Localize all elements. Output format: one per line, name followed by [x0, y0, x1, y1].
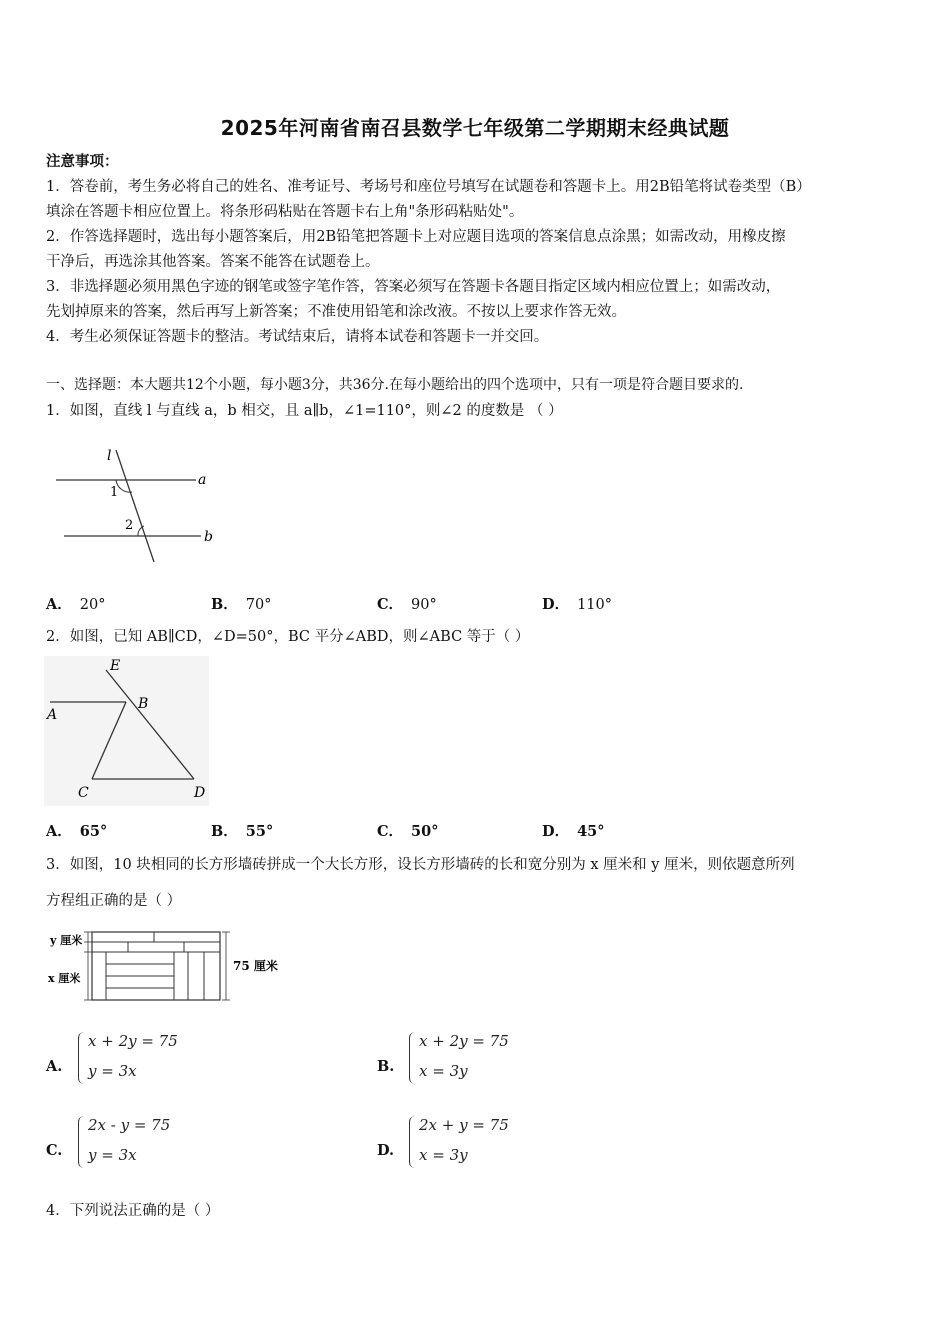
- q2-label-e: E: [110, 658, 121, 674]
- notice-line: 2．作答选择题时，选出每小题答案后，用2B铅笔把答题卡上对应题目选项的答案信息点涂黑；如需改动，用橡皮擦: [46, 229, 786, 245]
- page-title: 2025年河南省南召县数学七年级第二学期期末经典试题: [220, 116, 730, 140]
- q3-stem-line1: 3．如图，10 块相同的长方形墙砖拼成一个大长方形，设长方形墙砖的长和宽分别为 x 厘米和 y 厘米，则依题意所列: [46, 857, 795, 873]
- q3-label-y: y 厘米: [50, 934, 83, 947]
- brace-icon: [78, 1032, 87, 1084]
- q1-label-b: b: [204, 529, 213, 545]
- notice-line: 填涂在答题卡相应位置上。将条形码粘贴在答题卡右上角"条形码粘贴处"。: [46, 204, 524, 220]
- q3-option-b-system: [409, 1032, 529, 1086]
- q2-stem: 2．如图，已知 AB∥CD，∠D=50°，BC 平分∠ABD，则∠ABC 等于（ ）: [46, 629, 530, 645]
- q2-label-c: C: [78, 785, 89, 801]
- q1-stem: 1．如图，直线 l 与直线 a，b 相交，且 a∥b，∠1=110°，则∠2 的度数是 （ ）: [46, 403, 563, 419]
- q3-option-d-eq1: 2x + y = 75: [419, 1116, 509, 1134]
- section-heading: 一、选择题：本大题共12个小题，每小题3分，共36分.在每小题给出的四个选项中，只有一项是符合题目要求的.: [46, 377, 744, 393]
- q2-label-a: A: [47, 707, 58, 723]
- q3-option-d-system: [409, 1116, 529, 1170]
- q3-option-c-eq1: 2x - y = 75: [88, 1116, 171, 1134]
- brace-icon: [409, 1116, 418, 1168]
- q3-option-c-eq2: y = 3x: [88, 1146, 137, 1164]
- q1-option-c[interactable]: C． 90°: [377, 596, 437, 613]
- q2-option-b[interactable]: B． 55°: [211, 823, 274, 840]
- notice-line: 4．考生必须保证答题卡的整洁。考试结束后，请将本试卷和答题卡一并交回。: [46, 329, 549, 345]
- notice-heading: 注意事项：: [46, 153, 119, 170]
- q2-option-c[interactable]: C． 50°: [377, 823, 439, 840]
- q3-label-x: x 厘米: [48, 972, 81, 985]
- q2-option-a[interactable]: A． 65°: [46, 823, 108, 840]
- q3-option-c-system: [78, 1116, 198, 1170]
- notice-line: 1．答卷前，考生务必将自己的姓名、准考证号、考场号和座位号填写在试题卷和答题卡上。用2B铅笔将试卷类型（B）: [46, 179, 811, 195]
- notice-line: 干净后，再选涂其他答案。答案不能答在试题卷上。: [46, 254, 380, 270]
- q2-label-d: D: [194, 785, 206, 801]
- q3-option-a-eq2: y = 3x: [88, 1062, 137, 1080]
- q3-option-b-eq2: x = 3y: [419, 1062, 468, 1080]
- q3-option-c[interactable]: C.: [46, 1142, 63, 1159]
- q1-figure: [46, 440, 226, 570]
- q3-option-b-eq1: x + 2y = 75: [419, 1032, 509, 1050]
- q1-label-angle1: 1: [110, 485, 119, 500]
- q3-option-b[interactable]: B.: [377, 1058, 395, 1075]
- q1-label-l: l: [107, 448, 112, 464]
- q2-option-d[interactable]: D． 45°: [542, 823, 605, 840]
- q3-label-height: 75 厘米: [233, 959, 278, 973]
- q3-stem-line2: 方程组正确的是（ ）: [46, 893, 182, 909]
- q1-option-d[interactable]: D． 110°: [542, 596, 613, 613]
- q1-label-angle2: 2: [125, 518, 134, 533]
- brace-icon: [78, 1116, 87, 1168]
- brace-icon: [409, 1032, 418, 1084]
- q3-option-a[interactable]: A.: [46, 1058, 63, 1075]
- q3-option-a-system: [78, 1032, 198, 1086]
- q2-figure: [44, 656, 209, 806]
- q4-stem: 4．下列说法正确的是（ ）: [46, 1203, 220, 1219]
- notice-line: 先划掉原来的答案，然后再写上新答案；不准使用铅笔和涂改液。不按以上要求作答无效。: [46, 304, 626, 320]
- q3-option-d[interactable]: D.: [377, 1142, 395, 1159]
- notice-line: 3．非选择题必须用黑色字迹的钢笔或签字笔作答，答案必须写在答题卡各题目指定区域内相应位置上；如需改动，: [46, 279, 781, 295]
- q1-option-a[interactable]: A． 20°: [46, 596, 106, 613]
- q2-label-b: B: [138, 696, 149, 712]
- q1-label-a: a: [198, 472, 207, 488]
- q1-option-b[interactable]: B． 70°: [211, 596, 272, 613]
- q3-figure: [44, 926, 278, 1006]
- q3-option-a-eq1: x + 2y = 75: [88, 1032, 178, 1050]
- q3-option-d-eq2: x = 3y: [419, 1146, 468, 1164]
